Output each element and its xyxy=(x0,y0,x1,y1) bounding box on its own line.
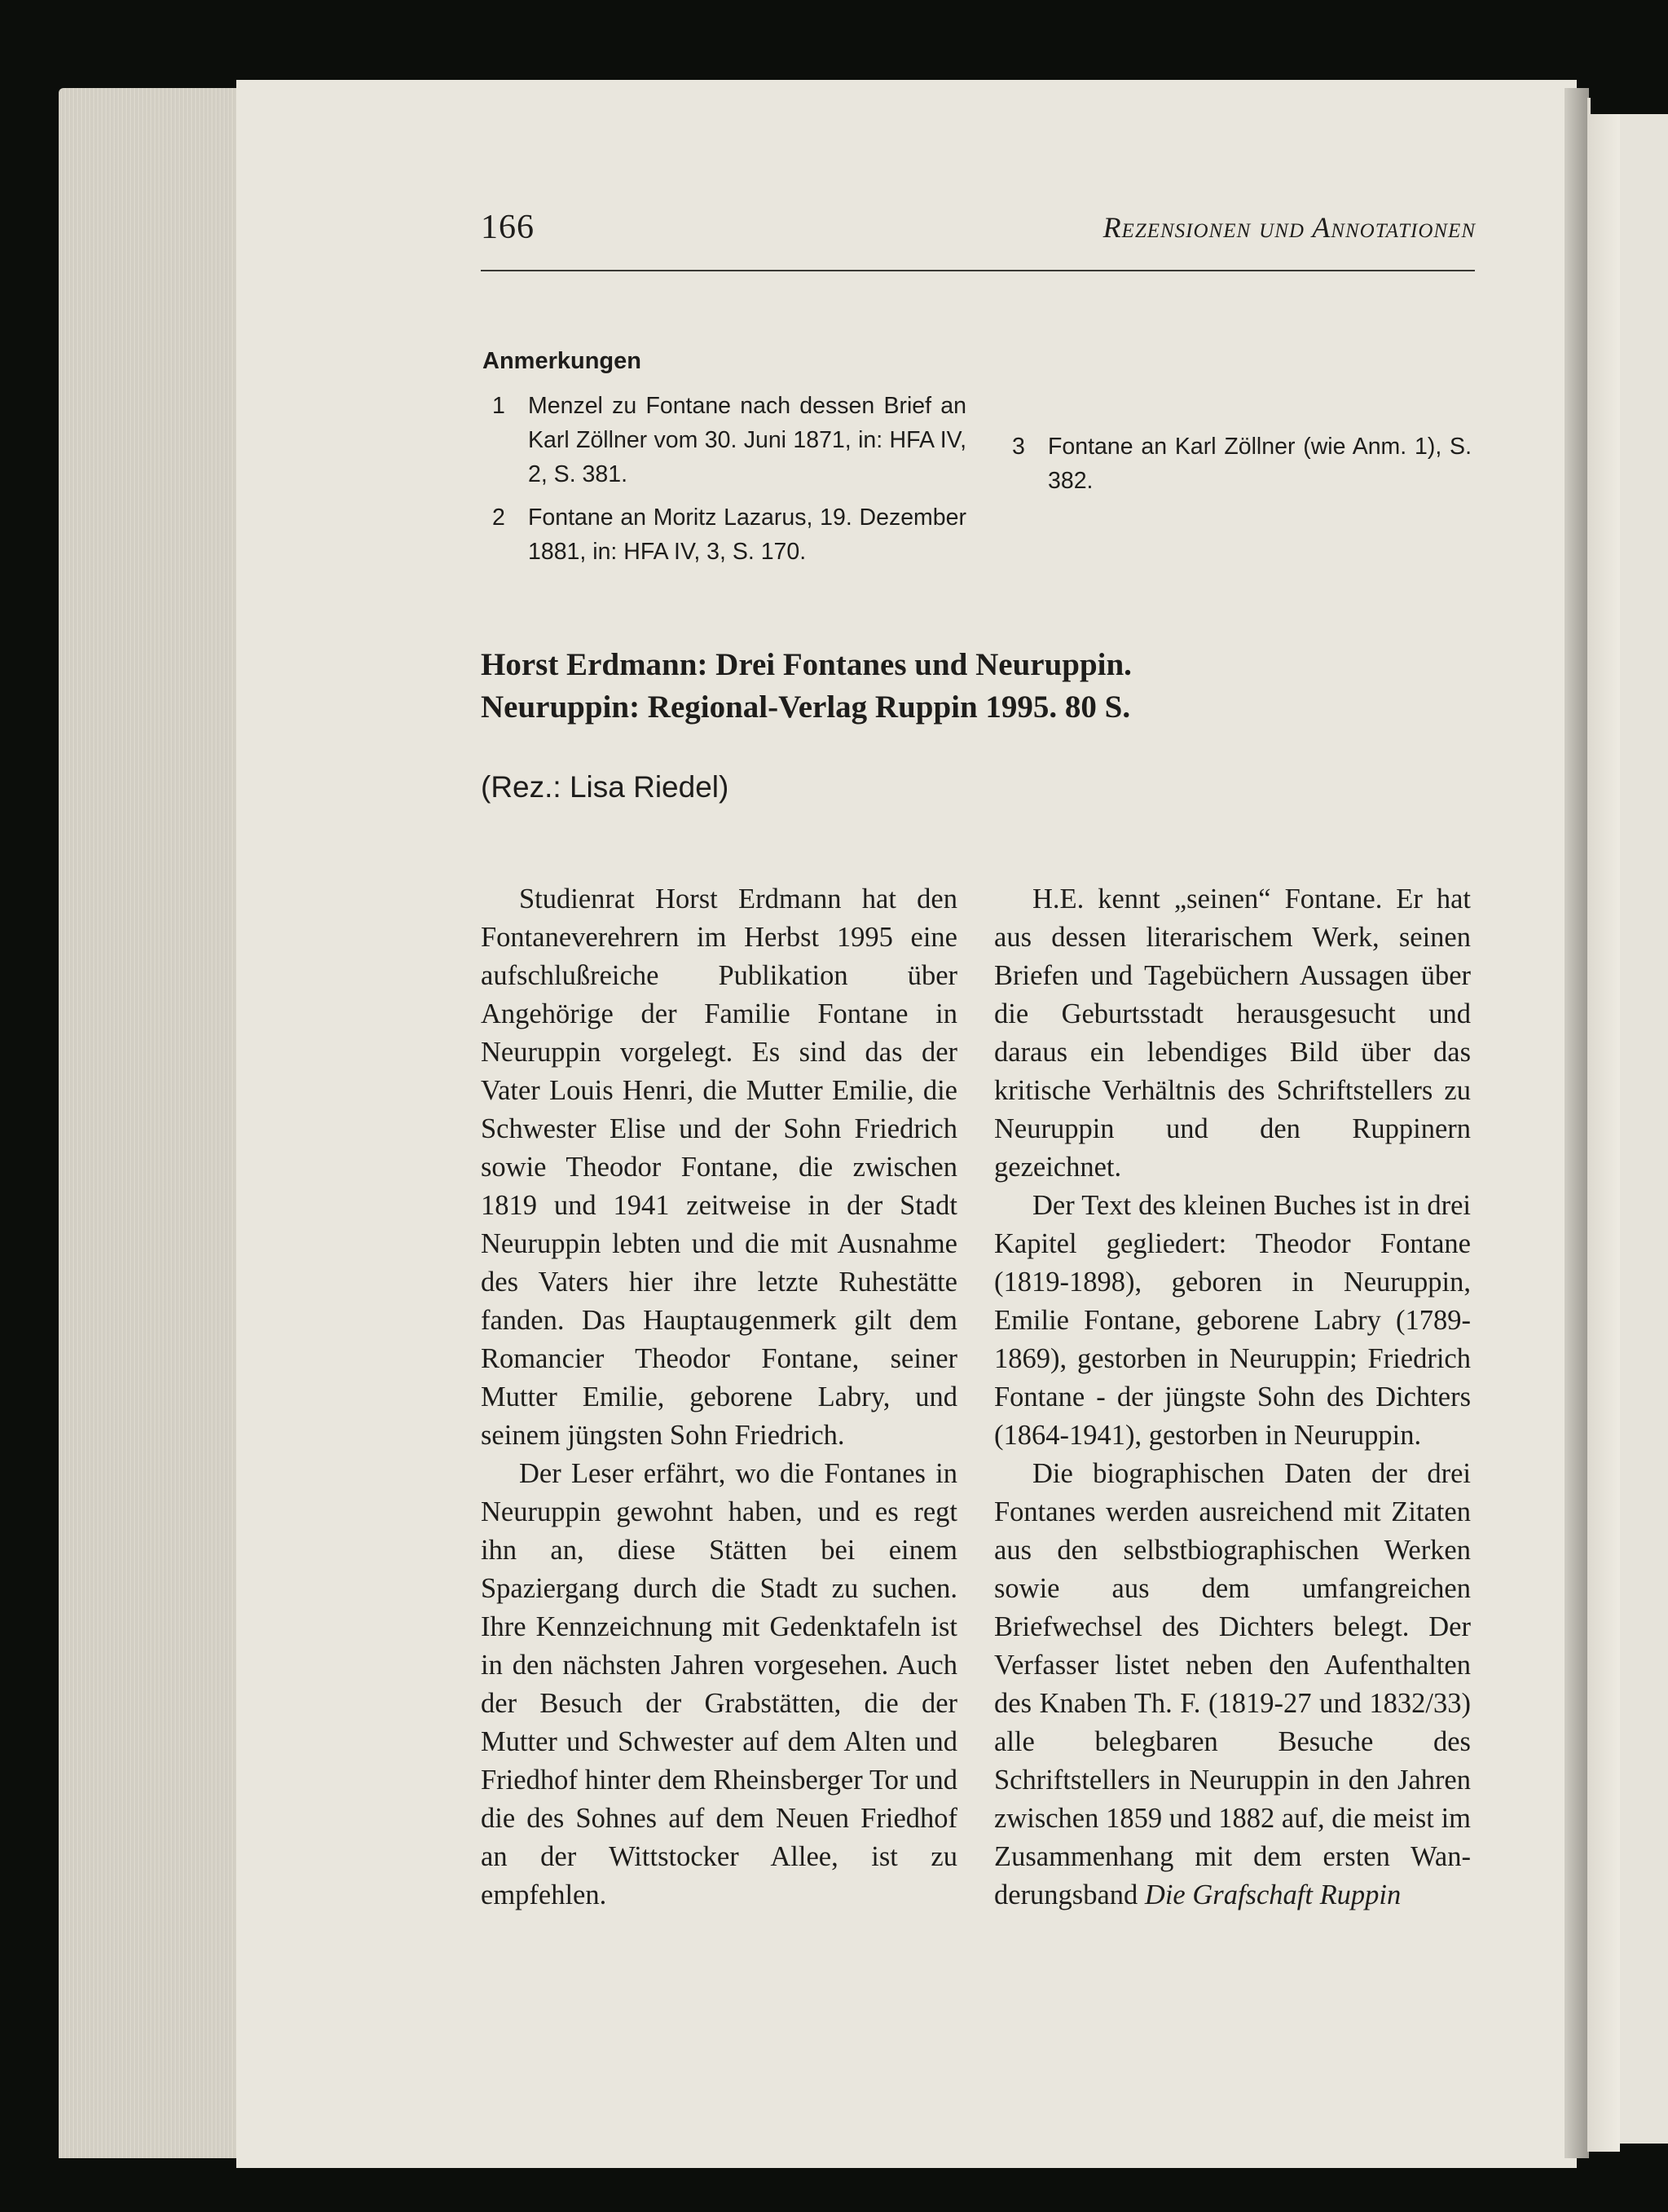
review-title xyxy=(481,644,1475,729)
note-text: Fontane an Karl Zöllner (wie Anm. 1), S. 382. xyxy=(1048,434,1472,494)
note-text: Fontane an Moritz Lazarus, 19. Dezember 1881, in: HFA IV, 3, S. 170. xyxy=(528,505,966,565)
page-gutter-shadow xyxy=(1565,88,1589,2158)
notes-heading: Anmerkungen xyxy=(482,348,641,374)
facing-page xyxy=(1620,106,1668,2144)
paragraph xyxy=(994,1455,1471,1915)
page-stack-edge xyxy=(59,88,246,2158)
facing-page-edge xyxy=(1587,98,1620,2152)
note-1 xyxy=(492,389,966,491)
book-title-italic: Die Grafschaft Ruppin xyxy=(1144,1879,1402,1910)
reviewer: (Rez.: Lisa Riedel) xyxy=(481,770,729,804)
review-title-line-2: Neuruppin: Regional-Verlag Ruppin 1995. 80 S. xyxy=(481,690,1131,725)
background-corner xyxy=(1591,0,1668,114)
paragraph-text: Die biographischen Daten der drei Fontanes werden ausreichend mit Zitaten aus den selbstbiographischen Werken sowie aus dem umfangreichen Briefwechsel des Dichters belegt. Der Verfasser listet neben den Aufenthalten des Knaben Th. F. (1819-27 und 1832/33) alle belegbaren Besuche des Schriftstellers in Neuruppin in den Jahren zwischen 1859 und 1882 auf, die meist im Zusammenhang mit dem ersten Wanderungsband xyxy=(994,1458,1471,1910)
review-title-line-1: Horst Erdmann: Drei Fontanes und Neuruppin. xyxy=(481,647,1132,682)
paragraph: Der Text des kleinen Buches ist in drei Kapitel gegliedert: Theodor Fontane (1819-1898), geboren in Neuruppin, Emilie Fontane, geborene Labry (1789-1869), gestorben in Neuruppin; Friedrich Fontane - der jüngste Sohn des Dichters (1864-1941), gestorben in Neuruppin. xyxy=(994,1190,1471,1451)
page-number: 166 xyxy=(481,209,535,246)
note-number: 2 xyxy=(492,505,505,531)
paragraph: Studienrat Horst Erdmann hat den Fontaneverehrern im Herbst 1995 eine aufschlußreiche Publikation über Angehörige der Familie Fontane in Neuruppin vorgelegt. Es sind das der Vater Louis Henri, die Mutter Emilie, die Schwester Elise und der Sohn Friedrich sowie Theodor Fontane, die zwischen 1819 und 1941 zeitweise in der Stadt Neuruppin lebten und die mit Ausnahme des Vaters hier ihre letzte Ruhestätte fanden. Das Hauptaugenmerk gilt dem Romancier Theodor Fontane, seiner Mutter Emilie, geborene Labry, und seinem jüngsten Sohn Friedrich. xyxy=(481,883,957,1451)
note-3 xyxy=(1012,430,1472,498)
note-number: 3 xyxy=(1012,434,1025,460)
paragraph: H.E. kennt „seinen“ Fontane. Er hat aus dessen literarischem Werk, seinen Briefen und Tagebüchern Aussagen über die Geburtsstadt herausgesucht und daraus ein lebendiges Bild über das kritische Verhältnis des Schriftstellers zu Neuruppin und den Ruppinern gezeichnet. xyxy=(994,883,1471,1183)
body-column-left xyxy=(481,880,957,1915)
note-number: 1 xyxy=(492,393,505,419)
body-column-right xyxy=(994,880,1471,1915)
note-text: Menzel zu Fontane nach dessen Brief an Karl Zöllner vom 30. Juni 1871, in: HFA IV, 2, S. 381. xyxy=(528,393,966,487)
paragraph: Der Leser erfährt, wo die Fontanes in Neuruppin gewohnt haben, und es regt ihn an, diese Stätten bei einem Spaziergang durch die Stadt zu suchen. Ihre Kennzeichnung mit Gedenktafeln ist in den nächsten Jahren vorgesehen. Auch der Besuch der Grabstätten, die der Mutter und Schwester auf dem Alten und Friedhof hinter dem Rheinsberger Tor und die des Sohnes auf dem Neuen Friedhof an der Wittstocker Allee, ist zu empfehlen. xyxy=(481,1458,957,1910)
running-title: Rezensionen und Annotationen xyxy=(1102,211,1476,244)
note-2 xyxy=(492,500,966,569)
header-rule xyxy=(481,270,1475,271)
